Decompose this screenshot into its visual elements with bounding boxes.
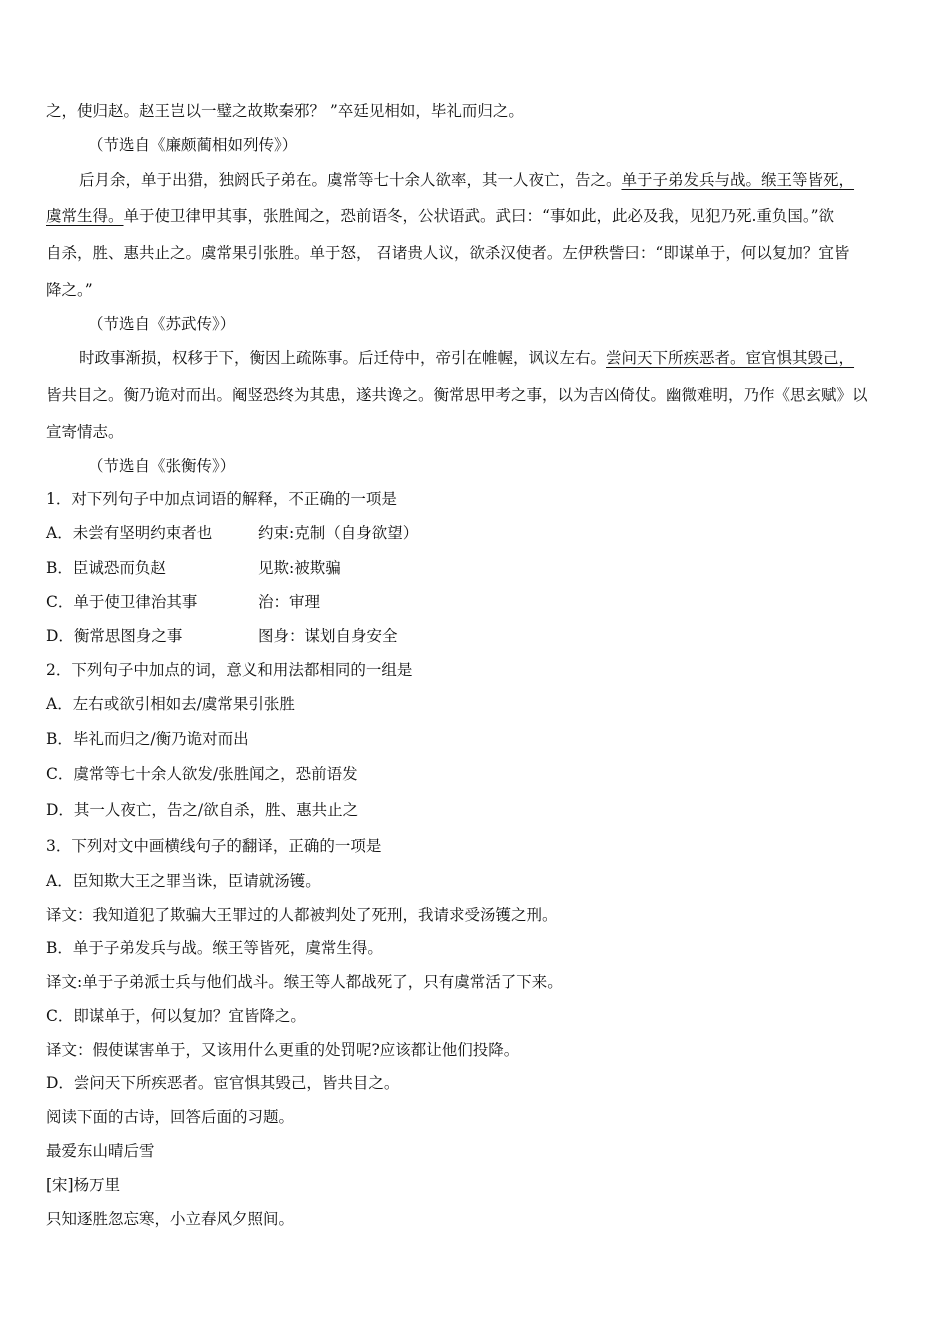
passage1-line: 之，使归赵。赵王岂以一璧之故欺秦邪？ ”卒廷见相如，毕礼而归之。 xyxy=(46,102,524,120)
question-3-option-d: D．尝问天下所疾恶者。宦官惧其毁己，皆共目之。 xyxy=(46,1074,400,1092)
question-3-translation-b: 译文:单于子弟派士兵与他们战斗。缑王等人都战死了，只有虞常活了下来。 xyxy=(46,973,563,991)
question-1-option-a: A．未尝有坚明约束者也 约束:克制（自身欲望） xyxy=(46,524,419,542)
passage2-line-3: 自杀，胜、惠共止之。虞常果引张胜。单于怒， 召诸贵人议，欲杀汉使者。左伊秩訾曰：“即谋单于，何以复加？宜皆 xyxy=(46,244,850,262)
question-1-option-b: B．臣诚恐而负赵 见欺:被欺骗 xyxy=(46,559,341,577)
passage2-line-2 xyxy=(46,206,906,226)
question-3-translation-c: 译文：假使谋害单于，又该用什么更重的处罚呢?应该都让他们投降。 xyxy=(46,1041,520,1059)
passage3-line-1 xyxy=(79,348,906,368)
question-2-option-a: A．左右或欲引相如去/虞常果引张胜 xyxy=(46,695,295,713)
passage2-text: 后月余，单于出猎，独阏氏子弟在。虞常等七十余人欲率，其一人夜亡，告之。 xyxy=(79,171,622,189)
question-1-option-c: C．单于使卫律治其事 治：审理 xyxy=(46,593,321,611)
question-2-option-d: D．其一人夜亡，告之/欲自杀，胜、惠共止之 xyxy=(46,801,359,819)
source-note-3: （节选自《张衡传》） xyxy=(88,457,236,475)
question-3-option-b: B．单于子弟发兵与战。缑王等皆死，虞常生得。 xyxy=(46,939,383,957)
passage3-text: 时政事渐损，权移于下，衡因上疏陈事。后迁侍中，帝引在帷幄，讽议左右。 xyxy=(79,349,607,367)
poem-intro: 阅读下面的古诗，回答后面的习题。 xyxy=(46,1108,295,1126)
passage2-line-4: 降之。” xyxy=(46,281,93,299)
question-3-option-a: A．臣知欺大王之罪当诛，臣请就汤镬。 xyxy=(46,872,321,890)
question-3-translation-a: 译文：我知道犯了欺骗大王罪过的人都被判处了死刑，我请求受汤镬之刑。 xyxy=(46,906,558,924)
passage2-line-1 xyxy=(79,170,906,190)
question-2-option-b: B．毕礼而归之/衡乃诡对而出 xyxy=(46,730,249,748)
underlined-sentence: 尝问天下所疾恶者。宦官惧其毁己， xyxy=(606,349,855,367)
source-note-2: （节选自《苏武传》） xyxy=(88,315,236,333)
passage3-line-3: 宣寄情志。 xyxy=(46,423,124,441)
poem-line-1: 只知逐胜忽忘寒，小立春风夕照间。 xyxy=(46,1210,295,1228)
question-2-stem: 2．下列句子中加点的词，意义和用法都相同的一组是 xyxy=(46,661,413,679)
underlined-sentence: 单于子弟发兵与战。缑王等皆死， xyxy=(621,171,855,189)
question-1-stem: 1．对下列句子中加点词语的解释，不正确的一项是 xyxy=(46,490,397,508)
passage2-text: 单于使卫律甲其事，张胜闻之，恐前语冬，公状语武。武曰：“事如此，此必及我，见犯乃死.重负国。”欲 xyxy=(123,207,835,225)
underlined-sentence: 虞常生得。 xyxy=(46,207,124,225)
question-1-option-d: D．衡常思图身之事 图身：谋划自身安全 xyxy=(46,627,398,645)
question-3-stem: 3．下列对文中画横线句子的翻译，正确的一项是 xyxy=(46,837,382,855)
poem-author: [宋]杨万里 xyxy=(46,1176,121,1194)
passage3-line-2: 皆共目之。衡乃诡对而出。阉竖恐终为其患，遂共谗之。衡常思甲考之事，以为吉凶倚仗。幽微难明，乃作《思玄赋》以 xyxy=(46,386,868,404)
source-note-1: （节选自《廉颇蔺相如列传》） xyxy=(88,136,298,154)
question-2-option-c: C．虞常等七十余人欲发/张胜闻之，恐前语发 xyxy=(46,765,358,783)
poem-title: 最爱东山晴后雪 xyxy=(46,1142,155,1160)
question-3-option-c: C．即谋单于，何以复加？宜皆降之。 xyxy=(46,1007,306,1025)
